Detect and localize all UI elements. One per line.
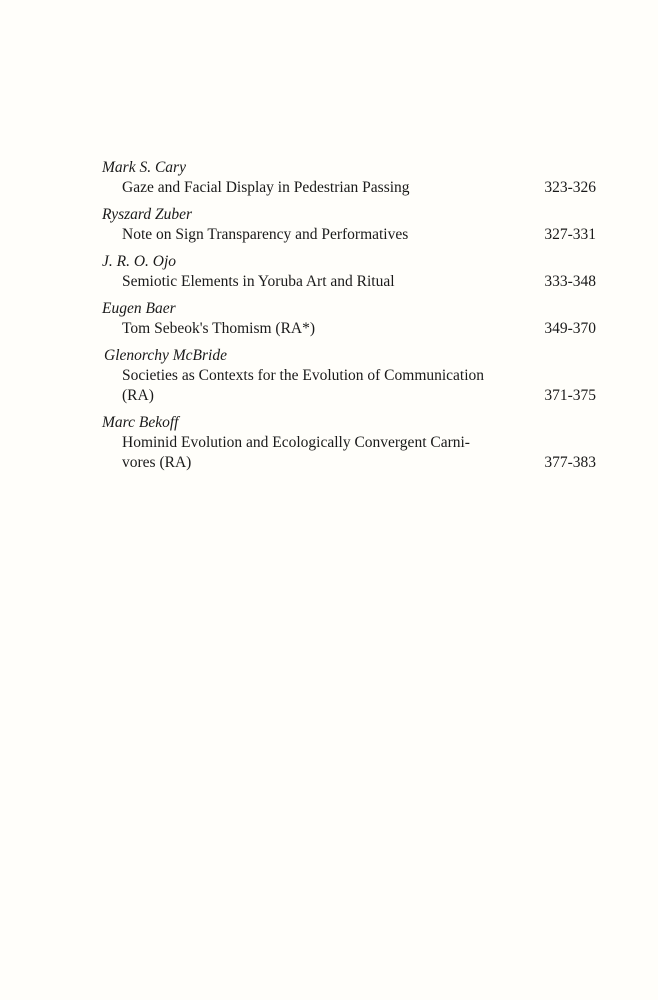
entry-title	[122, 319, 544, 339]
entry-title-line: Tom Sebeok's Thomism (RA*)	[122, 320, 316, 337]
entry-title-row	[102, 225, 596, 245]
entry-author: Eugen Baer	[102, 300, 176, 317]
entry-pages: 323-326	[544, 179, 596, 196]
entry-title-row	[102, 178, 596, 198]
toc-entry	[102, 205, 596, 245]
entry-author: Mark S. Cary	[102, 159, 186, 176]
entry-title	[122, 366, 544, 406]
entry-title-row	[102, 366, 596, 406]
entry-title-line: Note on Sign Transparency and Performatives	[122, 226, 409, 243]
entry-pages: 333-348	[544, 273, 596, 290]
entry-title	[122, 272, 544, 292]
toc-entry	[102, 252, 596, 292]
entry-title-line: Semiotic Elements in Yoruba Art and Ritual	[122, 273, 395, 290]
entry-author: Glenorchy McBride	[104, 347, 227, 364]
entry-title-line: vores (RA)	[122, 454, 192, 471]
entry-title-row	[102, 272, 596, 292]
entry-title-row	[102, 433, 596, 473]
entry-title	[122, 225, 544, 245]
entry-author: Ryszard Zuber	[102, 206, 192, 223]
toc-entry	[102, 158, 596, 198]
entry-author: Marc Bekoff	[102, 414, 179, 431]
toc-entry	[102, 299, 596, 339]
entry-pages: 371-375	[544, 387, 596, 404]
entry-author: J. R. O. Ojo	[102, 253, 177, 270]
entry-title	[122, 433, 544, 473]
toc-entry	[102, 346, 596, 406]
entry-pages: 377-383	[544, 454, 596, 471]
entry-title-row	[102, 319, 596, 339]
entry-pages: 327-331	[544, 226, 596, 243]
entry-title-line: Gaze and Facial Display in Pedestrian Passing	[122, 179, 410, 196]
entry-title	[122, 178, 544, 198]
entry-title-line: (RA)	[122, 387, 154, 404]
table-of-contents	[102, 158, 596, 480]
entry-title-line: Hominid Evolution and Ecologically Convergent Carni-	[122, 434, 470, 451]
entry-pages: 349-370	[544, 320, 596, 337]
toc-entry	[102, 413, 596, 473]
entry-title-line: Societies as Contexts for the Evolution of Communication	[122, 367, 485, 384]
